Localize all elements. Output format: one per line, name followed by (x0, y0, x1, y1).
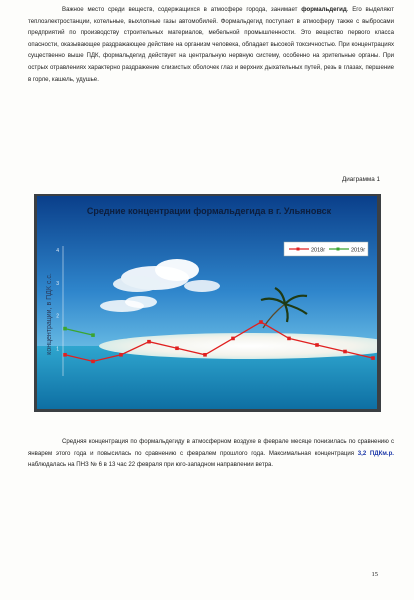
intro-text-rest: . Его выделяют теплоэлектростанции, котельные, выхлопные газы автомобилей. Формальдегид поступает в атмосферу также с выбросами предприятий по производству строительных материалов, мебельной промышленности. Это вещество первого класса опасности, оказывающее раздражающее действие на организм человека, обладает высокой токсичностью. При концентрациях существенно выше ПДК, формальдегид действует на центральную нервную систему, особенно на зрительные органы. При острых отравлениях характерно раздражение слизистых оболочек глаз и верхних дыхательных путей, резь в глазах, першение в горле, кашель, удушье. (28, 6, 394, 83)
legend-label-2018: 2018г (311, 247, 326, 254)
chart-frame (34, 194, 381, 412)
y-axis-label: концентрации, в ПДК с.с. (46, 273, 53, 355)
summary-paragraph (28, 436, 394, 471)
data-point-2019г-2 (91, 333, 95, 337)
y-tick-label: 2 (56, 313, 59, 320)
intro-paragraph (28, 4, 394, 85)
max-concentration-value: 3,2 ПДКм.р. (357, 449, 394, 457)
legend-marker-2019 (337, 248, 340, 251)
data-point-2018г-12 (371, 356, 375, 360)
data-point-2018г-6 (203, 353, 207, 357)
data-point-2018г-10 (315, 343, 319, 347)
chart-title: Средние концентрации формальдегида в г. Ульяновск (86, 206, 332, 216)
line-chart (37, 196, 377, 409)
page-number: 15 (371, 571, 378, 578)
data-point-2019г-1 (63, 327, 67, 331)
data-point-2018г-8 (259, 320, 263, 324)
data-point-2018г-2 (91, 360, 95, 364)
y-tick-label: 1 (56, 346, 59, 353)
y-tick-label: 4 (56, 248, 59, 254)
data-point-2018г-4 (147, 340, 151, 344)
legend-label-2019: 2019г (351, 247, 366, 254)
data-point-2018г-3 (119, 353, 123, 357)
intro-bold-term: формальдегид (301, 6, 347, 13)
y-tick-label: 3 (56, 280, 59, 287)
chart-legend (284, 242, 368, 256)
intro-text-start: Важное место среди веществ, содержащихся в атмосфере города, занимает (62, 6, 302, 13)
data-point-2018г-1 (63, 353, 67, 357)
data-point-2018г-11 (343, 350, 347, 354)
legend-marker-2018 (297, 248, 300, 251)
data-point-2018г-5 (175, 346, 179, 350)
diagram-label: Диаграмма 1 (342, 176, 380, 183)
data-point-2018г-7 (231, 337, 235, 341)
summary-text-end: наблюдалась на ПНЗ № 6 в 13 час 22 февраля при юго-западном направлении ветра. (28, 461, 274, 469)
data-point-2018г-9 (287, 337, 291, 341)
chart-area (37, 196, 377, 409)
summary-text-start: Средняя концентрация по формальдегиду в атмосферном воздухе в феврале месяце понизилась по сравнению с январем этого года и повысилась по сравнению с февралем прошлого года. Максимальная концентрация (28, 438, 394, 457)
